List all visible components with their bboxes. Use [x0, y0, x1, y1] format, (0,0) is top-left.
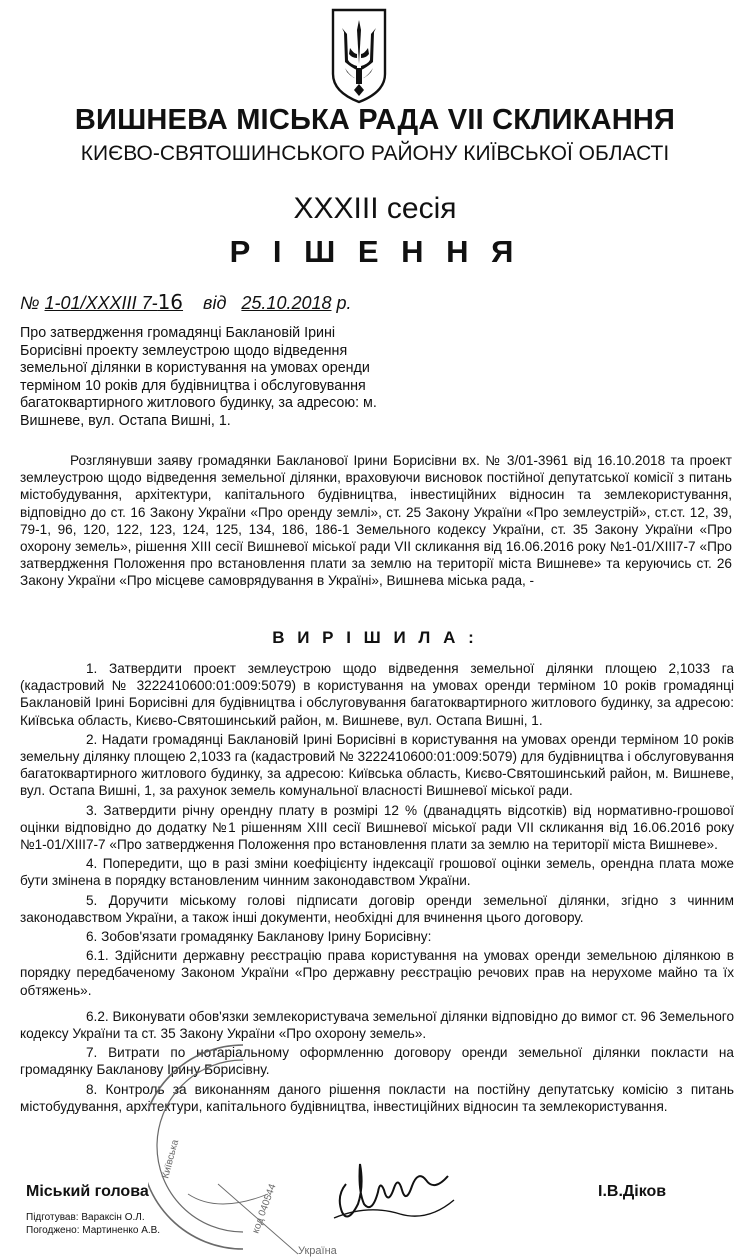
handwritten-signature [328, 1134, 458, 1226]
resolved-heading: В И Р І Ш И Л А : [272, 628, 478, 647]
agreed-by: Погоджено: Мартиненко А.В. [26, 1224, 161, 1236]
decision-item: 2. Надати громадянці Баклановій Ірині Борисівні в користування на умовах оренди терміном 10 років земельну ділянку площею 2,1033 га (кадастровий № 3222410600:01:009:5079) для будівництва і обслуговування багатоквартирного житлового будинку, за адресою: Київська область, Києво-Святошинський район, м. Вишневе, вул. Остапа Вишні, 1, за рахунок земель комунальної власності Вишневої міської ради. [20, 731, 734, 799]
date-value: 25.10.2018 [241, 293, 332, 313]
document-type-title: Р І Ш Е Н Н Я [229, 234, 521, 269]
decision-number-line [20, 290, 352, 314]
seal-text-1: Україна [298, 1245, 337, 1257]
session-number: XXXIII сесія [293, 192, 457, 225]
decision-item: 5. Доручити міському голові підписати договір оренди земельної ділянки, згідно з чинним законодавством України, а також інші документи, необхідні для вчинення цього договору. [20, 892, 734, 925]
decision-item: 6.1. Здійснити державну реєстрацію права користування на умовах оренди земельною ділянкою в порядку передбаченому Законом України «Про державну реєстрацію речових прав на нерухоме майно та їх обтяжень». [20, 948, 734, 998]
council-name: ВИШНЕВА МІСЬКА РАДА VII СКЛИКАННЯ [74, 104, 676, 136]
year-suffix: р. [336, 293, 352, 313]
decision-item: 7. Витрати по нотаріальному оформленню договору оренди земельної ділянки покласти на громадянку Бакланову Ірину Борисівну. [20, 1045, 734, 1078]
preparation-info [26, 1212, 160, 1237]
date-label: від [203, 293, 227, 313]
mayor-position: Міський голова [26, 1183, 149, 1200]
decision-item: 1. Затвердити проект землеустрою щодо відведення земельної ділянки площею 2,1033 га (кадастровий № 3222410600:01:009:5079) в користування на умовах оренди терміном 10 років громадянці Баклановій Ірині Борисівні для будівництва і обслуговування багатоквартирного житлового будинку, за адресою: Київська область, Києво-Святошинський район, м. Вишневе, вул. Остапа Вишні, 1. [20, 661, 734, 728]
decision-items [20, 660, 734, 1117]
number-label: № [20, 293, 40, 313]
number-handwritten: 16 [157, 290, 184, 314]
decision-item: 3. Затвердити річну орендну плату в розмірі 12 % (дванадцять відсотків) від нормативно-грошової оцінки відповідно до додатку №1 рішенням XIII сесії Вишневої міської ради VII скликання від 16.06.2016 року №1-01/XIII7-7 «Про затвердження Положення про встановлення плати за землю на території міста Вишневе». [20, 802, 734, 853]
council-region: КИЄВО-СВЯТОШИНСЬКОГО РАЙОНУ КИЇВСЬКОЇ ОБЛАСТІ [80, 142, 670, 165]
decision-item: 8. Контроль за виконанням даного рішення покласти на постійну депутатську комісію з питань містобудування, архітектури, капітального будівництва, інвестиційних відносин та землекористування. [20, 1081, 734, 1114]
decision-item: 4. Попередити, що в разі зміни коефіцієнту індексації грошової оцінки земель, орендна плата може бути змінена в порядку встановленим чинним законодавством України. [20, 856, 734, 889]
decision-item: 6.2. Виконувати обов'язки землекористувача земельної ділянки відповідно до вимог ст. 96 Земельного кодексу України та ст. 35 Закону України «Про охорону земель». [20, 1008, 734, 1042]
seal-text-2: код 040544 [250, 1182, 279, 1236]
decision-preamble: Розглянувши заяву громадянки Бакланової Ірини Борисівни вх. № 3/01-3961 від 16.10.2018 та проект землеустрою щодо відведення земельної ділянки, враховуючи висновок постійної депутатської комісії з питань містобудування, архітектури, капітального будівництва, інвестиційних відносин та землекористування, відповідно до ст. 16 Закону України «Про оренду землі», ст. 25 Закону України «Про землеустрій», ст.ст. 12, 39, 79-1, 96, 120, 122, 123, 124, 125, 134, 186, 186-1 Земельного кодексу України, ст. 35 Закону України «Про охорону земель», рішення XIII сесії Вишневої міської ради VII скликання від 16.06.2016 року №1-01/XIII7-7 «Про затвердження Положення про встановлення плати за землю на території міста Вишневе» та керуючись ст. 26 Закону України «Про місцеве самоврядування в Україні», Вишнева міська рада, - [20, 453, 732, 589]
trident-emblem-icon [330, 8, 388, 104]
number-value: 1-01/XXXIII 7-16 [44, 290, 184, 314]
official-seal [148, 1044, 338, 1259]
seal-text-3: Київська [160, 1138, 182, 1180]
decision-subject: Про затвердження громадянці Баклановій Ірині Борисівні проекту землеустрою щодо відведення земельної ділянки в користування на умовах оренди терміном 10 років для будівництва і обслуговування багатоквартирного житлового будинку, за адресою: м. Вишневе, вул. Остапа Вишні, 1. [20, 325, 377, 429]
decision-item: 6. Зобов'язати громадянку Бакланову Ірину Борисівну: [86, 929, 432, 945]
prepared-by: Підготував: Вараксін О.Л. [26, 1212, 145, 1223]
mayor-name: І.В.Діков [598, 1183, 667, 1200]
